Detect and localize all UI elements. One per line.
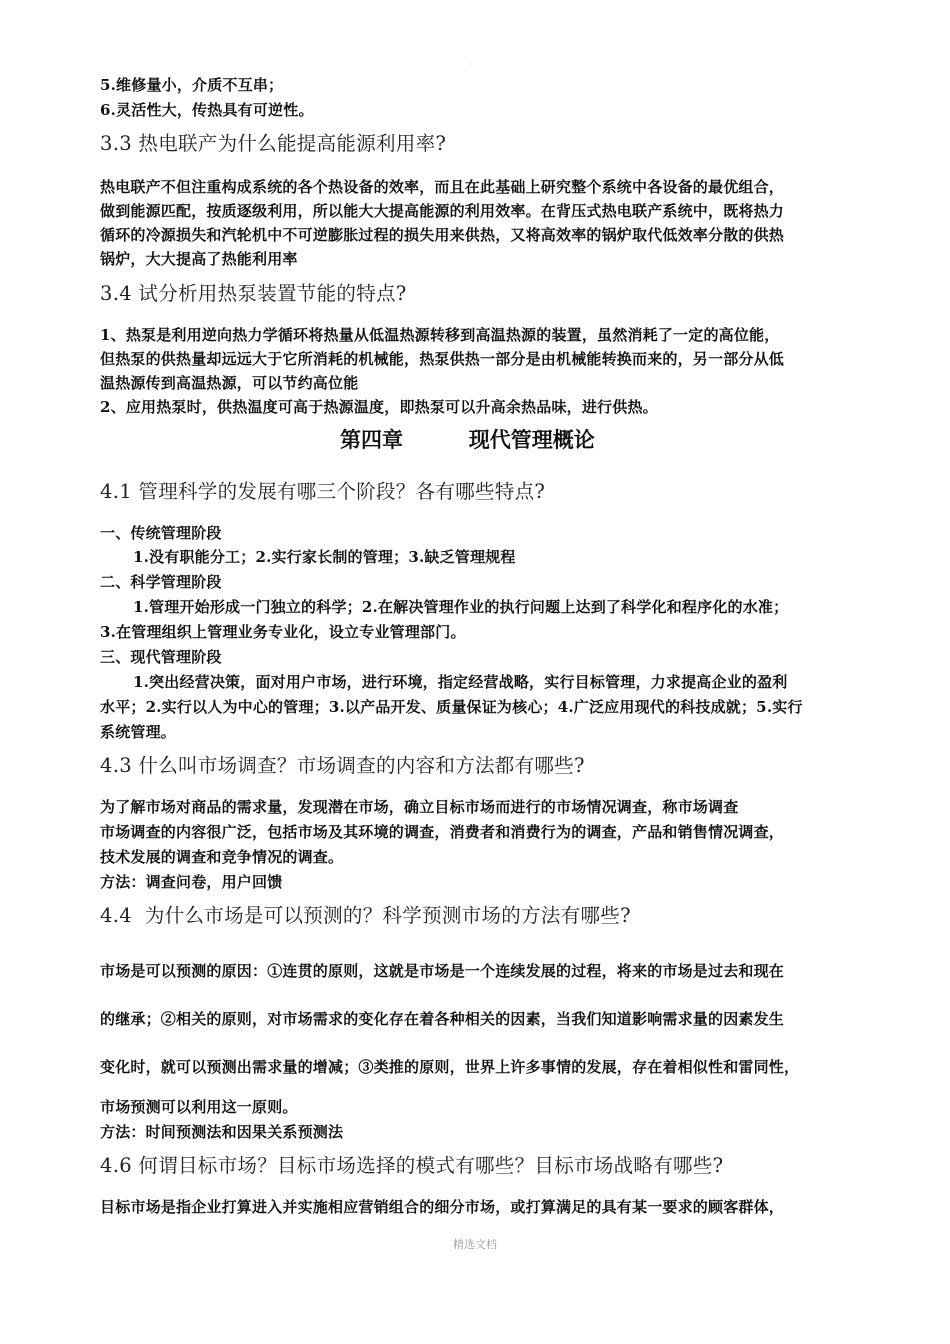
text-line: 水平；2.实行以人为中心的管理；3.以产品开发、质量保证为核心；4.广泛应用现代的科技成就；5.实行 (100, 698, 803, 716)
text-line: 2、应用热泵时，供热温度可高于热源温度，即热泵可以升高余热品味，进行供热。 (100, 398, 658, 416)
text-line: 市场调查的内容很广泛，包括市场及其环境的调查，消费者和消费行为的调查，产品和销售情况调查， (100, 823, 785, 841)
text-line: 技术发展的调查和竞争情况的调查。 (100, 848, 344, 866)
text-line: 1.管理开始形成一门独立的科学；2.在解决管理作业的执行问题上达到了科学化和程序化的水准； (133, 598, 789, 616)
text-line: 市场预测可以利用这一原则。 (100, 1098, 298, 1116)
text-line: 二、科学管理阶段 (100, 573, 222, 591)
text-line: 为了解市场对商品的需求量，发现潜在市场，确立目标市场而进行的市场情况调查，称市场调查 (100, 798, 739, 816)
section-heading-3-3: 3.3 热电联产为什么能提高能源利用率? (100, 132, 447, 155)
text-line: 市场是可以预测的原因：①连贯的原则，这就是市场是一个连续发展的过程，将来的市场是过去和现在 (100, 962, 785, 980)
text-line: 温热源传到高温热源，可以节约高位能 (100, 374, 359, 392)
text-line: 做到能源匹配，按质逐级利用，所以能大大提高能源的利用效率。在背压式热电联产系统中，既将热力 (100, 202, 785, 220)
section-heading-4-6: 4.6 何谓目标市场？目标市场选择的模式有哪些？目标市场战略有哪些? (100, 1154, 724, 1177)
section-heading-4-4: 4.4 为什么市场是可以预测的？科学预测市场的方法有哪些? (100, 904, 631, 927)
text-line: 方法：时间预测法和因果关系预测法 (100, 1123, 344, 1141)
top-mark: · (470, 60, 473, 69)
text-line: 三、现代管理阶段 (100, 648, 222, 666)
text-line: 系统管理。 (100, 723, 177, 741)
text-line: 一、传统管理阶段 (100, 524, 222, 542)
text-line: 变化时，就可以预测出需求量的增减；③类推的原则，世界上许多事情的发展，存在着相似性和雷同性， (100, 1058, 800, 1076)
text-line: 循环的冷源损失和汽轮机中不可逆膨胀过程的损失用来供热，又将高效率的锅炉取代低效率分散的供热 (100, 226, 785, 244)
section-heading-3-4: 3.4 试分析用热泵装置节能的特点? (100, 282, 407, 305)
text-line: 锅炉，大大提高了热能利用率 (100, 250, 298, 268)
text-line: 5.维修量小，介质不互串； (100, 76, 284, 94)
text-line: 1.突出经营决策，面对用户市场，进行环境，指定经营战略，实行目标管理，力求提高企业的盈利 (133, 673, 788, 691)
footer-watermark: 精选文档 (453, 1238, 497, 1251)
text-line: 1.没有职能分工；2.实行家长制的管理；3.缺乏管理规程 (133, 548, 516, 566)
text-line: 热电联产不但注重构成系统的各个热设备的效率，而且在此基础上研究整个系统中各设备的最优组合， (100, 178, 785, 196)
section-heading-4-1: 4.1 管理科学的发展有哪三个阶段？各有哪些特点? (100, 480, 546, 503)
text-line: 方法：调查问卷，用户回馈 (100, 873, 283, 891)
text-line: 的继承；②相关的原则，对市场需求的变化存在着各种相关的因素，当我们知道影响需求量的因素发生 (100, 1010, 785, 1028)
text-line: 但热泵的供热量却远远大于它所消耗的机械能，热泵供热一部分是由机械能转换而来的，另一部分从低 (100, 350, 785, 368)
section-heading-4-3: 4.3 什么叫市场调查？市场调查的内容和方法都有哪些? (100, 754, 585, 777)
chapter-title: 第四章 现代管理概论 (340, 427, 595, 452)
text-line: 1、热泵是利用逆向热力学循环将热量从低温热源转移到高温热源的装置，虽然消耗了一定的高位能， (100, 326, 780, 344)
text-line: 目标市场是指企业打算进入并实施相应营销组合的细分市场，或打算满足的具有某一要求的顾客群体， (100, 1198, 785, 1216)
text-line: 6.灵活性大，传热具有可逆性。 (100, 101, 314, 119)
text-line: 3.在管理组织上管理业务专业化，设立专业管理部门。 (100, 623, 466, 641)
